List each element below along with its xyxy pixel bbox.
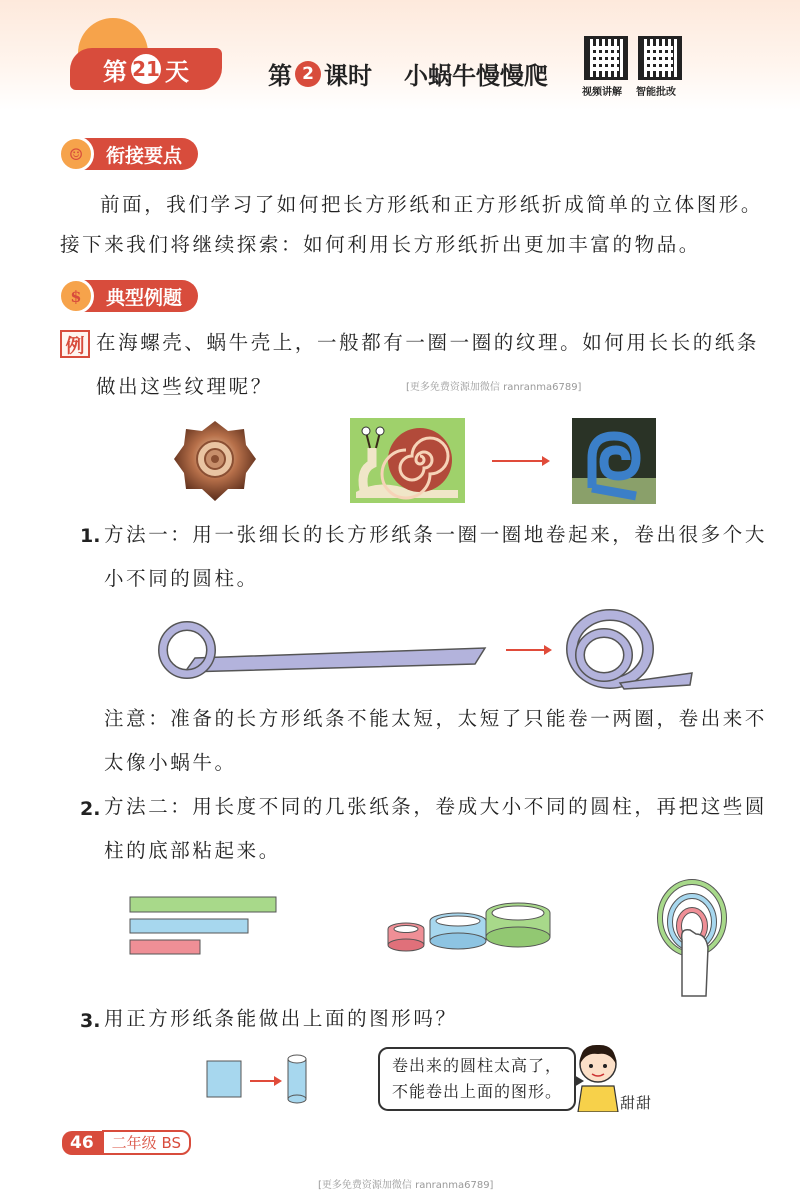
note-line: 太像小蜗牛。 xyxy=(104,751,237,774)
money-bag-icon: $ xyxy=(58,278,94,314)
cylinders-image xyxy=(384,895,556,955)
speech-bubble xyxy=(378,1047,576,1111)
bubble-line: 卷出来的圆柱太高了， xyxy=(392,1056,563,1075)
day-prefix: 第 xyxy=(103,57,127,86)
speaker-name: 甜甜 xyxy=(620,1094,653,1112)
item-number: 2. xyxy=(80,798,101,820)
seashell-image xyxy=(170,415,260,505)
qr-code-icon[interactable] xyxy=(584,36,628,80)
lesson-name: 小蜗牛慢慢爬 xyxy=(404,62,548,90)
bubble-line: 不能卷出上面的图形。 xyxy=(392,1082,563,1101)
arrow-icon xyxy=(506,649,550,651)
watermark: [更多免费资源加微信 ranranma6789] xyxy=(318,1180,494,1191)
lesson-number: 2 xyxy=(295,61,321,87)
method-line: 小不同的圆柱。 xyxy=(104,567,259,590)
arrow-icon xyxy=(250,1080,280,1082)
paper-spiral-image xyxy=(572,418,656,504)
square-paper-image xyxy=(206,1060,242,1098)
tall-cylinder-image xyxy=(286,1054,308,1104)
paragraph-line: 前面，我们学习了如何把长方形纸和正方形纸折成简单的立体图形。 xyxy=(100,193,764,216)
paper-strips-image xyxy=(128,895,280,957)
page-number: 46 xyxy=(62,1131,102,1155)
example-badge: 例 xyxy=(60,330,90,358)
question-line: 用正方形纸条能做出上面的图形吗？ xyxy=(104,1007,458,1030)
qr-label: 视频讲解 xyxy=(582,87,622,98)
paper-strip-roll-image xyxy=(560,605,700,690)
item-number: 3. xyxy=(80,1010,101,1032)
note-line: 注意：准备的长方形纸条不能太短，太短了只能卷一两圈，卷出来不 xyxy=(104,707,768,730)
lesson-suffix: 课时 xyxy=(324,62,372,90)
qr-label: 智能批改 xyxy=(636,87,676,98)
monkey-face-icon: ☺ xyxy=(58,136,94,172)
day-badge xyxy=(70,48,222,90)
snail-image xyxy=(350,418,465,503)
method-line: 柱的底部粘起来。 xyxy=(104,839,281,862)
girl-avatar-icon xyxy=(574,1042,622,1112)
qr-code-icon[interactable] xyxy=(638,36,682,80)
day-suffix: 天 xyxy=(165,57,189,86)
question-line: 做出这些纹理呢？ xyxy=(96,375,273,398)
watermark: [更多免费资源加微信 ranranma6789] xyxy=(406,382,582,393)
day-number: 21 xyxy=(131,54,161,84)
grade-label: 二年级 BS xyxy=(102,1130,191,1155)
arrow-icon xyxy=(492,460,548,462)
paper-strip-curl-image xyxy=(155,612,490,684)
hand-holding-cylinders-image xyxy=(656,878,728,998)
item-number: 1. xyxy=(80,525,101,547)
paragraph-line: 接下来我们将继续探索：如何利用长方形纸折出更加丰富的物品。 xyxy=(60,233,701,256)
page-number-badge xyxy=(62,1130,191,1155)
section-title: 典型例题 xyxy=(106,286,183,309)
lesson-title xyxy=(268,56,548,91)
method-line: 方法一：用一张细长的长方形纸条一圈一圈地卷起来，卷出很多个大 xyxy=(104,523,768,546)
lesson-prefix: 第 xyxy=(268,62,292,90)
section-title: 衔接要点 xyxy=(106,144,183,167)
question-line: 在海螺壳、蜗牛壳上，一般都有一圈一圈的纹理。如何用长长的纸条 xyxy=(96,331,760,354)
method-line: 方法二：用长度不同的几张纸条，卷成大小不同的圆柱，再把这些圆 xyxy=(104,795,768,818)
